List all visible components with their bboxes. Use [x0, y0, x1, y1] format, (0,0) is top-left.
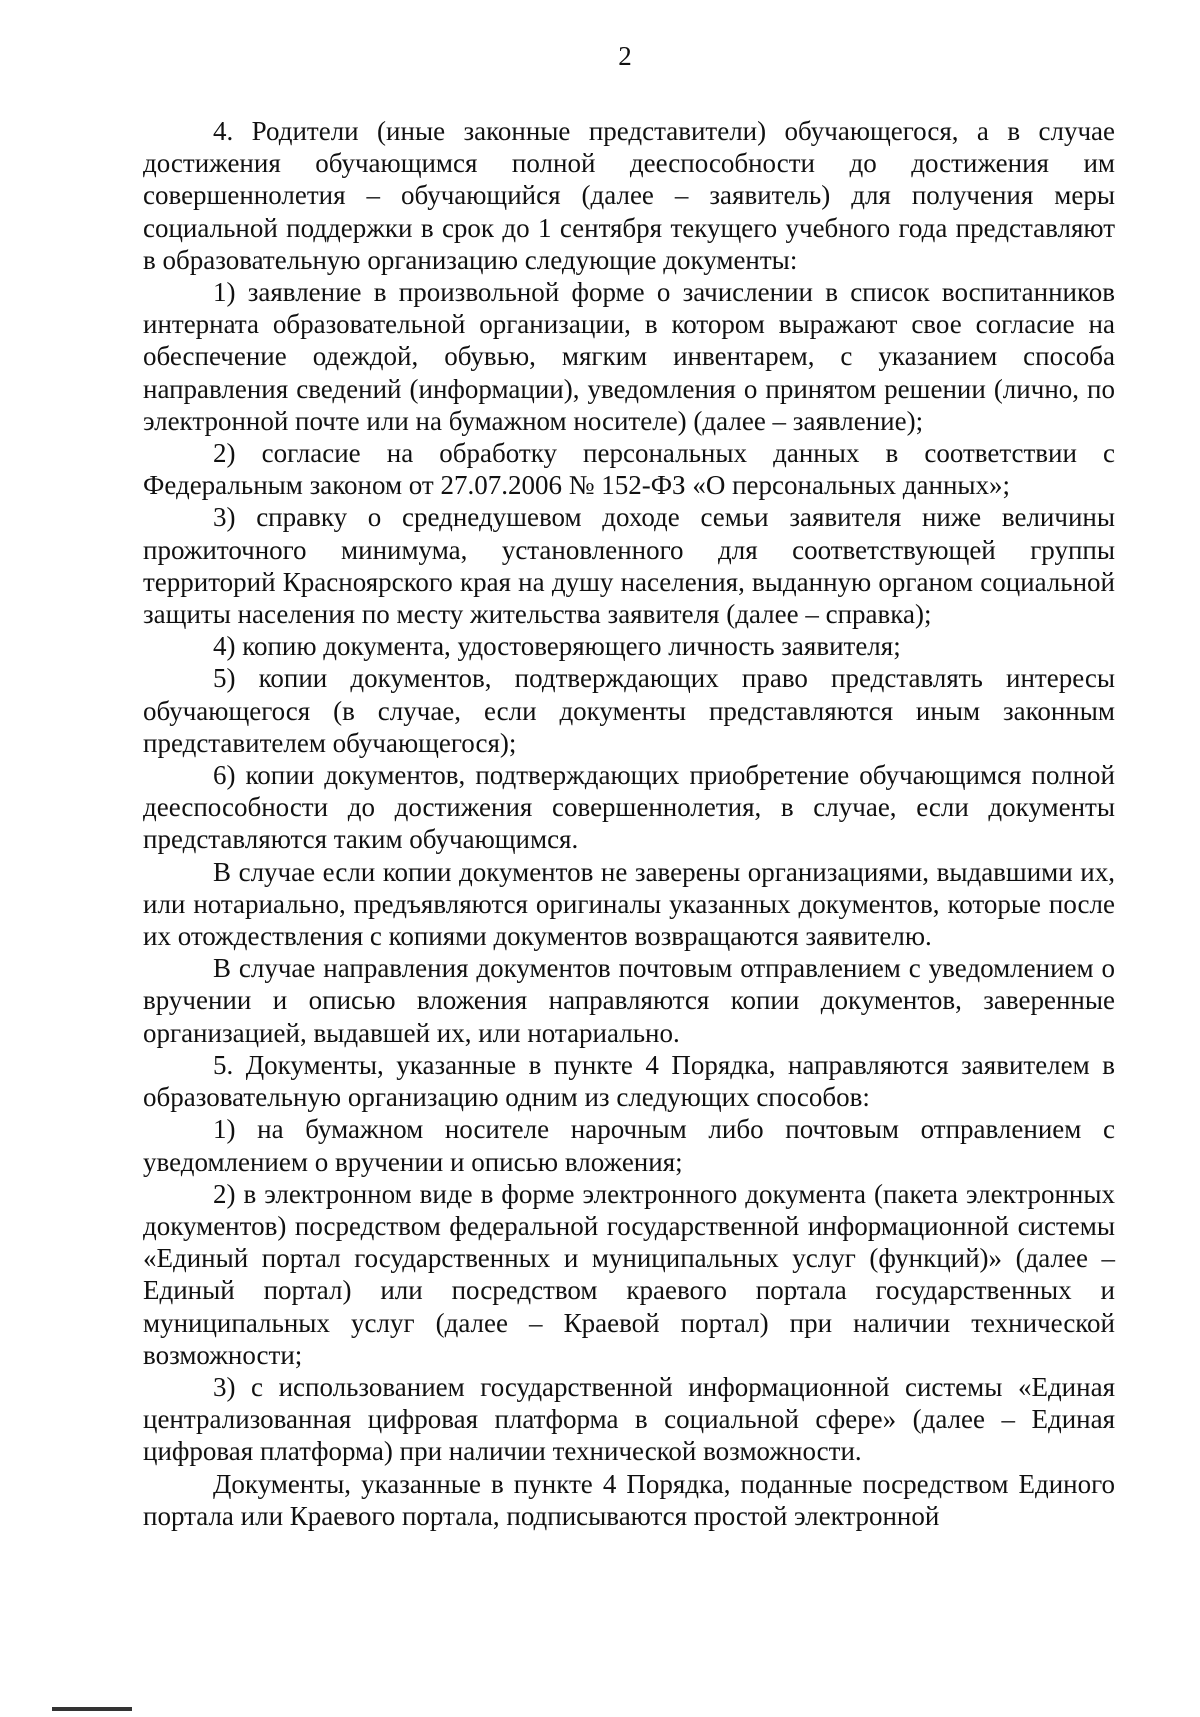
paragraph-postal-note: В случае направления документов почтовым отправлением с уведомлением о вручении и описью вложения направляются копии документов, заверенные организацией, выдавшей их, или нотариально. [143, 953, 1115, 1048]
paragraph-copies-note: В случае если копии документов не заверены организациями, выдавшими их, или нотариально, предъявляются оригиналы указанных документов, которые после их отождествления с копиями документов возвращаются заявителю. [143, 856, 1115, 952]
paragraph-subitem-1: 1) заявление в произвольной форме о зачислении в список воспитанников интерната образовательной организации, в котором выражают свое согласие на обеспечение одеждой, обувью, мягким инвентарем, с указанием способа направления сведений (информации), уведомления о принятом решении (лично, по электронной почте или на бумажном носителе) (далее – заявление); [143, 277, 1115, 436]
paragraph-subitem-2: 2) согласие на обработку персональных данных в соответствии с Федеральным законом от 27.07.2006 № 152-ФЗ «О персональных данных»; [143, 438, 1115, 501]
paragraph-method-1: 1) на бумажном носителе нарочным либо почтовым отправлением с уведомлением о вручении и описью вложения; [143, 1114, 1115, 1177]
paragraph-method-3: 3) с использованием государственной информационной системы «Единая централизованная цифровая платформа в социальной сфере» (далее – Единая цифровая платформа) при наличии технической возможности. [143, 1371, 1115, 1467]
paragraph-signature-note: Документы, указанные в пункте 4 Порядка, поданные посредством Единого портала или Краевого портала, подписываются простой электронной [143, 1468, 1115, 1531]
paragraph-subitem-5: 5) копии документов, подтверждающих право представлять интересы обучающегося (в случае, если документы представляются иным законным представителем обучающегося); [143, 663, 1115, 758]
scan-edge-mark [52, 1707, 132, 1711]
paragraph-item-5: 5. Документы, указанные в пункте 4 Порядка, направляются заявителем в образовательную организацию одним из следующих способов: [143, 1049, 1115, 1113]
document-body [143, 115, 1115, 1532]
paragraph-method-2: 2) в электронном виде в форме электронного документа (пакета электронных документов) посредством федеральной государственной информационной системы «Единый портал государственных и муниципальных услуг (функций)» (далее – Единый портал) или посредством краевого портала государственных и муниципальных услуг (далее – Краевой портал) при наличии технической возможности; [143, 1178, 1115, 1370]
paragraph-item-4: 4. Родители (иные законные представители) обучающегося, а в случае достижения обучающимся полной дееспособности до достижения им совершеннолетия – обучающийся (далее – заявитель) для получения меры социальной поддержки в срок до 1 сентября текущего учебного года представляют в образовательную организацию следующие документы: [143, 116, 1115, 275]
page-number: 2 [618, 41, 632, 71]
paragraph-subitem-3: 3) справку о среднедушевом доходе семьи заявителя ниже величины прожиточного минимума, установленного для соответствующей группы территорий Красноярского края на душу населения, выданную органом социальной защиты населения по месту жительства заявителя (далее – справка); [143, 502, 1115, 630]
paragraph-subitem-6: 6) копии документов, подтверждающих приобретение обучающимся полной дееспособности до достижения совершеннолетия, в случае, если документы представляются таким обучающимся. [143, 760, 1115, 855]
paragraph-subitem-4: 4) копию документа, удостоверяющего личность заявителя; [213, 631, 901, 662]
